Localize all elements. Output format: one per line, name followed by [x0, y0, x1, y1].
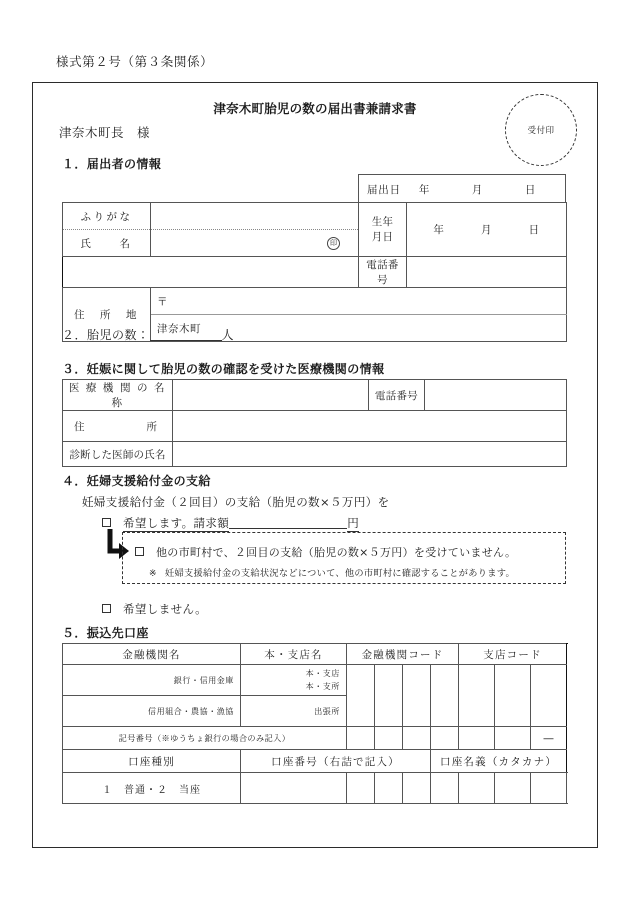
account-number-cell-3[interactable] [375, 773, 403, 804]
birthdate-label [359, 203, 407, 257]
kigou-row [63, 727, 567, 750]
kigou-label: 記号番号（※ゆうちょ銀行の場合のみ記入） [63, 727, 347, 750]
account-number-cell-7[interactable] [495, 773, 531, 804]
doctor-name-row [63, 442, 567, 467]
claim-amount-input[interactable] [229, 515, 347, 529]
birthdate-label-line1: 生年 [371, 215, 394, 228]
kigou-cell-3[interactable] [403, 727, 431, 750]
confirmation-note [149, 565, 515, 579]
checkbox-request-yes[interactable] [102, 518, 111, 527]
furigana-row [63, 203, 567, 230]
filing-date-table [358, 174, 566, 204]
address-prefill-text: 津奈木町 [157, 322, 201, 335]
note-mark-icon: ※ [149, 568, 157, 579]
bank-code-cell-3[interactable] [403, 665, 431, 727]
institution-phone-label: 電話番号 [369, 380, 425, 411]
section-2-unit: 人 [221, 328, 235, 342]
section-5-heading: ５．振込先口座 [62, 626, 149, 640]
confirmation-text: 他の市町村で、２回目の支給（胎児の数×５万円）を受けていません。 [156, 546, 517, 559]
branch-type-label-3: 出張所 [314, 706, 340, 716]
phone-row [63, 257, 567, 288]
bank-account-table [62, 643, 567, 804]
furigana-label: ふりがな [63, 203, 151, 230]
seal-mark [151, 237, 358, 250]
account-number-cell-6[interactable] [459, 773, 495, 804]
bank-type-row-1 [63, 665, 567, 696]
checkbox-request-no[interactable] [102, 604, 111, 613]
spacer-left [63, 257, 151, 288]
branch-code-header: 支店コード [459, 644, 567, 665]
postal-mark-icon: 〒 [157, 295, 168, 308]
bank-code-header: 金融機関コード [347, 644, 459, 665]
account-value-row [63, 773, 567, 804]
section-4-heading: ４．妊婦支援給付金の支給 [62, 474, 211, 488]
seal-icon: 印 [327, 237, 340, 250]
branch-code-cell-3[interactable] [531, 665, 567, 727]
form-number: 様式第２号（第３条関係） [56, 54, 214, 69]
filing-date-label: 届出日 [367, 183, 401, 196]
kigou-cell-5[interactable] [459, 727, 495, 750]
branch-code-cell-1[interactable] [459, 665, 495, 727]
institution-name-input[interactable] [173, 380, 369, 411]
section-4-intro: 妊婦支援給付金（２回目）の支給（胎児の数×５万円）を [82, 495, 390, 509]
option-no-label: 希望しません。 [123, 602, 207, 616]
postal-code-input[interactable] [151, 288, 567, 315]
addressee: 津奈木町長 様 [59, 125, 151, 140]
birth-year-unit: 年 [433, 224, 445, 236]
phone-input[interactable] [407, 257, 567, 288]
filing-date-day-unit: 日 [524, 183, 536, 196]
option-yes-line [102, 515, 359, 531]
receipt-stamp-label: 受付印 [527, 126, 555, 136]
account-type-header: 口座種別 [63, 750, 241, 773]
kigou-cell-6[interactable] [495, 727, 531, 750]
institution-address-row [63, 411, 567, 442]
branch-code-cell-2[interactable] [495, 665, 531, 727]
name-label: 氏 名 [63, 230, 151, 257]
institution-address-input[interactable] [173, 411, 567, 442]
bank-type-label-2: 信用組合・農協・漁協 [148, 706, 234, 716]
branch-name-header: 本・支店名 [241, 644, 347, 665]
note-text: 妊婦支援給付金の支給状況などについて、他の市町村に確認することがあります。 [165, 568, 515, 579]
account-number-header: 口座番号（右詰で記入） [241, 750, 431, 773]
bank-code-cell-2[interactable] [375, 665, 403, 727]
option-no-line [102, 601, 207, 617]
phone-label: 電話番号 [359, 257, 407, 288]
medical-institution-table [62, 379, 567, 467]
option-yes-label: 希望します。請求額 [123, 516, 230, 530]
page-title: 津奈木町胎児の数の届出書兼請求書 [213, 101, 417, 116]
bank-code-cell-1[interactable] [347, 665, 375, 727]
branch-type-label-2: 本・支所 [305, 682, 340, 691]
branch-type-label-1: 本・支店 [305, 669, 340, 678]
kigou-cell-4[interactable] [431, 727, 459, 750]
account-number-cell-4[interactable] [403, 773, 431, 804]
receipt-stamp-circle [505, 94, 577, 166]
bank-name-input-lower[interactable] [63, 696, 241, 727]
bank-code-cell-4[interactable] [431, 665, 459, 727]
account-number-cell-2[interactable] [347, 773, 375, 804]
section-1-heading: １．届出者の情報 [62, 157, 162, 171]
account-type-value[interactable]: １ 普通・２ 当座 [63, 773, 241, 804]
account-header-row [63, 750, 567, 773]
account-number-cell-1[interactable] [241, 773, 347, 804]
kigou-dash: — [531, 727, 567, 750]
birth-month-unit: 月 [480, 224, 492, 236]
section-3-heading: ３．妊娠に関して胎児の数の確認を受けた医療機関の情報 [62, 362, 385, 376]
branch-name-input-upper[interactable] [241, 665, 347, 696]
institution-name-row [63, 380, 567, 411]
account-number-cell-5[interactable] [431, 773, 459, 804]
kigou-cell-2[interactable] [375, 727, 403, 750]
section-2-label: ２．胎児の数： [62, 328, 150, 342]
account-holder-input[interactable] [531, 773, 567, 804]
filing-date-cell[interactable] [359, 175, 566, 204]
filing-date-year-unit: 年 [418, 183, 430, 196]
doctor-name-input[interactable] [173, 442, 567, 467]
bank-header-row [63, 644, 567, 665]
doctor-name-label: 診断した医師の氏名 [63, 442, 173, 467]
address-label: 住 所 地 [63, 288, 151, 342]
institution-address-label: 住 所 [63, 411, 173, 442]
kigou-cell-1[interactable] [347, 727, 375, 750]
option-yes-unit: 円 [347, 516, 360, 530]
filing-date-row [359, 175, 566, 204]
branch-name-input-lower[interactable] [241, 696, 347, 727]
birthdate-label-line2: 月日 [371, 230, 394, 243]
filing-date-month-unit: 月 [471, 183, 483, 196]
birth-day-unit: 日 [528, 224, 540, 236]
fetus-count-input[interactable] [150, 327, 222, 341]
bank-name-header: 金融機関名 [63, 644, 241, 665]
confirmation-dashed-box [122, 532, 566, 584]
name-input[interactable] [151, 230, 359, 257]
spacer-mid [151, 257, 359, 288]
institution-phone-input[interactable] [425, 380, 567, 411]
bank-name-input-upper[interactable] [63, 665, 241, 696]
birthdate-input[interactable] [407, 203, 567, 257]
address-row-postal [63, 288, 567, 315]
confirmation-line [135, 544, 516, 560]
furigana-input[interactable] [151, 203, 359, 230]
bank-type-label-1: 銀行・信用金庫 [173, 675, 234, 685]
checkbox-no-other-municipality[interactable] [135, 547, 144, 556]
account-holder-header: 口座名義（カタカナ） [431, 750, 567, 773]
applicant-info-table [62, 202, 567, 342]
institution-name-label: 医 療 機 関 の 名 称 [63, 380, 173, 411]
section-2-line [62, 326, 234, 343]
